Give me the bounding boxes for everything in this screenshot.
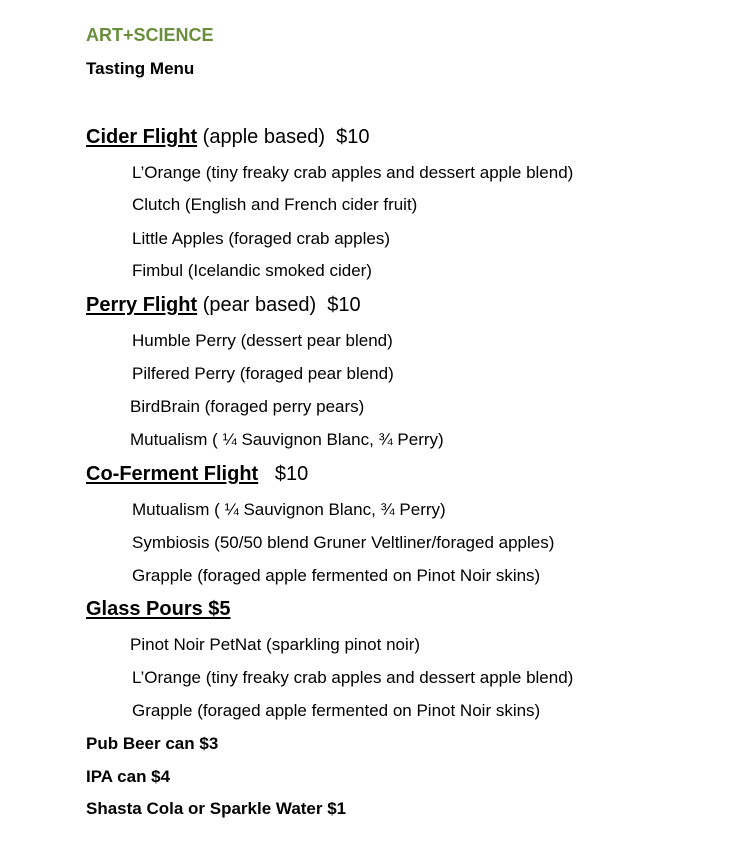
perry-flight-title: Perry Flight bbox=[86, 294, 198, 316]
perry-flight-note: (pear based) bbox=[202, 294, 317, 316]
menu-item: Mutualism ( ¼ Sauvignon Blanc, ¾ Perry) bbox=[132, 500, 446, 519]
menu-item: Pinot Noir PetNat (sparkling pinot noir) bbox=[130, 635, 421, 654]
menu-item: Mutualism ( ¼ Sauvignon Blanc, ¾ Perry) bbox=[130, 430, 444, 449]
extra-item-ipa: IPA can $4 bbox=[86, 767, 171, 786]
menu-item: Humble Perry (dessert pear blend) bbox=[132, 331, 393, 350]
section-heading-perry bbox=[86, 294, 361, 317]
cider-flight-price: $10 bbox=[336, 126, 370, 148]
menu-item: Little Apples (foraged crab apples) bbox=[132, 229, 390, 248]
menu-item: Clutch (English and French cider fruit) bbox=[132, 195, 418, 214]
menu-item: L’Orange (tiny freaky crab apples and dessert apple blend) bbox=[132, 668, 574, 687]
section-heading-coferment bbox=[86, 463, 308, 486]
menu-item: L’Orange (tiny freaky crab apples and dessert apple blend) bbox=[132, 163, 574, 182]
perry-flight-price: $10 bbox=[327, 294, 361, 316]
menu-item: Symbiosis (50/50 blend Gruner Veltliner/foraged apples) bbox=[132, 533, 555, 552]
glass-pours-title: Glass Pours $5 bbox=[86, 598, 231, 620]
extra-item-soda: Shasta Cola or Sparkle Water $1 bbox=[86, 799, 347, 818]
menu-item: Grapple (foraged apple fermented on Pinot Noir skins) bbox=[132, 701, 541, 720]
menu-item: Grapple (foraged apple fermented on Pinot Noir skins) bbox=[132, 566, 541, 585]
brand-title: ART+SCIENCE bbox=[86, 25, 214, 45]
section-heading-cider bbox=[86, 126, 369, 149]
extra-item-pub-beer: Pub Beer can $3 bbox=[86, 734, 219, 753]
coferment-flight-price: $10 bbox=[274, 463, 309, 485]
menu-item: Fimbul (Icelandic smoked cider) bbox=[132, 261, 372, 280]
cider-flight-title: Cider Flight bbox=[86, 126, 198, 148]
menu-item: BirdBrain (foraged perry pears) bbox=[130, 397, 365, 416]
cider-flight-note: (apple based) bbox=[202, 126, 325, 148]
menu-item: Pilfered Perry (foraged pear blend) bbox=[132, 364, 394, 383]
coferment-flight-title: Co-Ferment Flight bbox=[86, 463, 259, 485]
page-title: Tasting Menu bbox=[86, 59, 195, 78]
section-heading-glass bbox=[86, 598, 231, 621]
